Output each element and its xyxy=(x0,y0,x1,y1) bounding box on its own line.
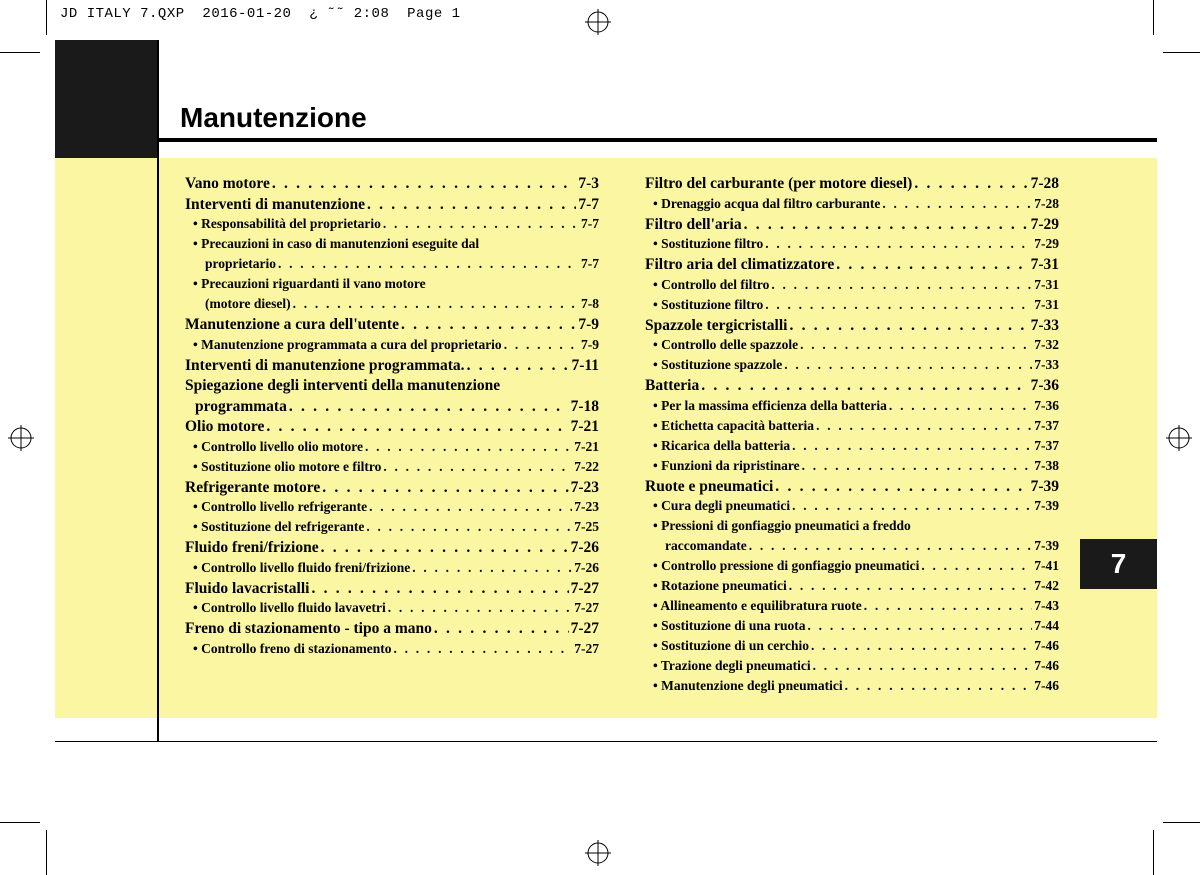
dot-leader xyxy=(775,478,1028,496)
dot-leader xyxy=(921,558,1032,574)
toc-entry-label: • Sostituzione del refrigerante xyxy=(193,519,365,534)
crop-mark xyxy=(0,52,40,53)
toc-entry-label: • Controllo delle spazzole xyxy=(653,337,799,352)
toc-page-number: 7-38 xyxy=(1034,457,1059,473)
toc-entry[interactable] xyxy=(185,580,599,601)
toc-entry[interactable] xyxy=(645,478,1059,499)
toc-subentry[interactable] xyxy=(185,337,599,357)
toc-subentry[interactable] xyxy=(185,216,599,236)
toc-page-number: 7-9 xyxy=(581,336,599,352)
toc-entry-label: Filtro dell'aria xyxy=(645,215,742,233)
toc-entry-label: Fluido lavacristalli xyxy=(185,579,310,597)
dot-leader xyxy=(792,438,1032,454)
toc-page-number: 7-18 xyxy=(570,397,599,415)
toc-entry-label: • Rotazione pneumatici xyxy=(653,578,787,593)
dot-leader xyxy=(367,196,576,214)
toc-subentry[interactable] xyxy=(645,578,1059,598)
toc-page-number: 7-36 xyxy=(1030,377,1059,394)
dot-leader xyxy=(744,216,1029,234)
crop-mark xyxy=(1163,822,1200,823)
page-title: Manutenzione xyxy=(180,102,367,133)
toc-entry-label: Refrigerante motore xyxy=(185,478,321,496)
toc-entry-label: • Sostituzione spazzole xyxy=(653,357,783,372)
toc-subentry[interactable] xyxy=(645,418,1059,438)
toc-subentry[interactable] xyxy=(185,499,599,519)
toc-entry[interactable] xyxy=(645,377,1059,398)
toc-entry-label: programmata xyxy=(195,397,287,415)
dot-leader xyxy=(434,620,569,638)
toc-entry-label: • Controllo livello fluido lavavetri xyxy=(193,600,386,615)
registration-mark-icon xyxy=(1166,425,1192,451)
toc-page-number: 7-23 xyxy=(574,499,599,514)
toc-subentry[interactable] xyxy=(645,518,1059,538)
dot-leader xyxy=(789,317,1028,335)
dot-leader xyxy=(789,578,1033,594)
print-slug: JD ITALY 7.QXP 2016-01-20 ¿ ˜˜ 2:08 Page 1 xyxy=(60,6,461,22)
toc-page-number: 7-7 xyxy=(581,256,599,271)
dot-leader xyxy=(792,498,1032,514)
toc-page-number: 7-7 xyxy=(581,216,599,231)
toc-entry-label: • Manutenzione degli pneumatici xyxy=(653,678,843,693)
toc-entry-label: • Controllo freno di stazionamento xyxy=(193,640,392,656)
toc-page-number: 7-21 xyxy=(570,418,599,435)
toc-entry-label: Filtro aria del climatizzatore xyxy=(645,256,835,273)
footer-rule xyxy=(55,741,1157,742)
dot-leader xyxy=(771,277,1032,293)
toc-subentry[interactable] xyxy=(645,236,1059,256)
dot-leader xyxy=(701,377,1028,395)
dot-leader xyxy=(808,618,1033,634)
toc-subentry[interactable] xyxy=(645,398,1059,418)
toc-page-number: 7-31 xyxy=(1030,256,1059,273)
crop-mark xyxy=(0,822,40,823)
toc-entry[interactable] xyxy=(185,398,599,419)
toc-entry[interactable] xyxy=(185,196,599,217)
toc-page-number: 7-11 xyxy=(571,356,599,374)
toc-page-number: 7-43 xyxy=(1034,598,1059,613)
toc-entry[interactable] xyxy=(185,175,599,196)
dot-leader xyxy=(749,538,1033,554)
toc-entry-label: • Controllo pressione di gonfiaggio pneumatici xyxy=(653,558,920,573)
dot-leader xyxy=(504,337,579,353)
dot-leader xyxy=(784,357,1032,373)
toc-page-number: 7-39 xyxy=(1034,538,1059,553)
toc-page-number: 7-31 xyxy=(1034,276,1059,292)
toc-entry[interactable] xyxy=(185,418,599,439)
toc-subentry[interactable] xyxy=(185,459,599,479)
title-rule xyxy=(157,138,1157,142)
dot-leader xyxy=(467,357,570,375)
toc-subentry[interactable] xyxy=(645,678,1059,698)
toc-page-number: 7-26 xyxy=(570,539,599,556)
toc-page-number: 7-27 xyxy=(570,620,599,637)
toc-entry-label: • Manutenzione programmata a cura del proprietario xyxy=(193,336,502,352)
dot-leader xyxy=(365,439,572,455)
header-block xyxy=(55,40,159,158)
toc-entry-label: • Precauzioni riguardanti il vano motore xyxy=(193,276,426,291)
toc-page-number: 7-27 xyxy=(574,640,599,656)
toc-column-right xyxy=(645,175,1059,698)
dot-leader xyxy=(401,316,576,334)
dot-leader xyxy=(811,638,1032,654)
dot-leader xyxy=(272,175,577,193)
margin-line xyxy=(157,40,159,742)
toc-page-number: 7-29 xyxy=(1030,215,1059,233)
toc-entry[interactable] xyxy=(185,620,599,641)
toc-subentry[interactable] xyxy=(645,618,1059,638)
toc-page-number: 7-46 xyxy=(1034,678,1059,693)
toc-subentry[interactable] xyxy=(185,296,599,316)
toc-entry[interactable] xyxy=(185,357,599,378)
toc-entry-label: • Sostituzione di un cerchio xyxy=(653,638,809,653)
dot-leader xyxy=(383,216,579,232)
toc-subentry[interactable] xyxy=(645,638,1059,658)
toc-page-number: 7-46 xyxy=(1034,658,1059,673)
toc-subentry[interactable] xyxy=(645,337,1059,357)
toc-subentry[interactable] xyxy=(645,438,1059,458)
toc-subentry[interactable] xyxy=(645,538,1059,558)
toc-entry-label: • Cura degli pneumatici xyxy=(653,498,791,513)
toc-entry-label: • Controllo del filtro xyxy=(653,276,770,292)
dot-leader xyxy=(765,297,1032,313)
toc-entry-label: • Precauzioni in caso di manutenzioni eseguite dal xyxy=(193,236,480,251)
toc-entry-label: • Ricarica della batteria xyxy=(653,437,791,453)
dot-leader xyxy=(914,175,1028,193)
dot-leader xyxy=(322,479,568,497)
toc-entry-label: • Responsabilità del proprietario xyxy=(193,216,381,231)
toc-page-number: 7-39 xyxy=(1034,498,1059,513)
toc-page-number: 7-31 xyxy=(1034,296,1059,312)
toc-entry-label: • Drenaggio acqua dal filtro carburante xyxy=(653,195,881,211)
toc-entry-label: • Controllo livello olio motore xyxy=(193,438,363,454)
dot-leader xyxy=(311,580,568,598)
toc-subentry[interactable] xyxy=(645,598,1059,618)
crop-mark xyxy=(1163,52,1200,53)
toc-subentry[interactable] xyxy=(645,196,1059,216)
toc-page-number: 7-39 xyxy=(1030,477,1059,495)
dot-leader xyxy=(293,296,579,312)
crop-mark xyxy=(46,830,47,875)
toc-subentry[interactable] xyxy=(185,560,599,580)
toc-page-number: 7-29 xyxy=(1034,236,1059,251)
toc-subentry[interactable] xyxy=(645,658,1059,678)
toc-entry-label: • Sostituzione di una ruota xyxy=(653,618,806,633)
dot-leader xyxy=(882,196,1032,212)
dot-leader xyxy=(366,519,572,535)
toc-entry[interactable] xyxy=(185,377,599,398)
toc-entry-label: • Etichetta capacità batteria xyxy=(653,417,815,433)
toc-entry-label: proprietario xyxy=(205,256,276,271)
toc-entry-label: Ruote e pneumatici xyxy=(645,477,774,495)
toc-entry-label: Interventi di manutenzione xyxy=(185,195,365,213)
toc-entry-label: Vano motore xyxy=(185,175,270,192)
dot-leader xyxy=(800,337,1032,353)
toc-entry[interactable] xyxy=(185,479,599,500)
toc-page-number: 7-37 xyxy=(1034,437,1059,453)
dot-leader xyxy=(813,658,1033,674)
toc-page-number: 7-32 xyxy=(1034,337,1059,352)
registration-mark-icon xyxy=(8,425,34,451)
toc-entry[interactable] xyxy=(645,175,1059,196)
toc-entry[interactable] xyxy=(645,256,1059,277)
toc-entry-label: • Sostituzione filtro xyxy=(653,296,764,312)
toc-subentry[interactable] xyxy=(185,519,599,539)
toc-entry-label: • Per la massima efficienza della batteria xyxy=(653,397,887,413)
toc-subentry[interactable] xyxy=(645,297,1059,317)
toc-page-number: 7-9 xyxy=(578,316,599,333)
toc-entry-label: Spazzole tergicristalli xyxy=(645,316,788,334)
toc-page-number: 7-23 xyxy=(570,478,599,496)
toc-page-number: 7-27 xyxy=(574,600,599,615)
dot-leader xyxy=(388,600,573,616)
toc-entry-label: Spiegazione degli interventi della manutenzione xyxy=(185,377,501,394)
toc-entry-label: • Sostituzione olio motore e filtro xyxy=(193,458,382,474)
toc-entry-label: • Controllo livello fluido freni/frizione xyxy=(193,559,411,575)
toc-page-number: 7-3 xyxy=(578,175,599,192)
toc-subentry[interactable] xyxy=(645,357,1059,377)
dot-leader xyxy=(369,499,572,515)
toc-entry-label: Freno di stazionamento - tipo a mano xyxy=(185,620,432,637)
toc-entry-label: • Sostituzione filtro xyxy=(653,236,764,251)
chapter-tab: 7 xyxy=(1080,539,1157,589)
toc-page-number: 7-27 xyxy=(570,579,599,597)
crop-mark xyxy=(46,0,47,35)
toc-entry[interactable] xyxy=(185,539,599,560)
dot-leader xyxy=(802,458,1033,474)
toc-subentry[interactable] xyxy=(185,439,599,459)
toc-page-number: 7-44 xyxy=(1034,618,1059,633)
registration-mark-icon xyxy=(585,9,611,35)
toc-page-number: 7-22 xyxy=(574,458,599,474)
toc-subentry[interactable] xyxy=(645,558,1059,578)
toc-entry-label: Batteria xyxy=(645,377,700,394)
toc-page-number: 7-28 xyxy=(1030,175,1059,192)
dot-leader xyxy=(393,641,572,657)
crop-mark xyxy=(1153,830,1154,875)
toc-entry-label: Olio motore xyxy=(185,418,265,435)
toc-subentry[interactable] xyxy=(185,236,599,256)
toc-page-number: 7-33 xyxy=(1030,316,1059,334)
toc-entry-label: Filtro del carburante (per motore diesel) xyxy=(645,175,913,192)
toc-entry-label: Fluido freni/frizione xyxy=(185,539,319,556)
registration-mark-icon xyxy=(585,840,611,866)
toc-page-number: 7-37 xyxy=(1034,417,1059,433)
toc-entry-label: • Trazione degli pneumatici xyxy=(653,658,811,673)
toc-subentry[interactable] xyxy=(645,277,1059,297)
toc-subentry[interactable] xyxy=(185,256,599,276)
toc-page-number: 7-28 xyxy=(1034,195,1059,211)
toc-subentry[interactable] xyxy=(185,600,599,620)
toc-page-number: 7-36 xyxy=(1034,397,1059,413)
dot-leader xyxy=(816,418,1032,434)
toc-page-number: 7-26 xyxy=(574,559,599,575)
toc-subentry[interactable] xyxy=(185,276,599,296)
toc-column-left xyxy=(185,175,599,661)
dot-leader xyxy=(321,539,569,557)
toc-entry-label: (motore diesel) xyxy=(205,296,291,311)
toc-page-number: 7-8 xyxy=(581,296,599,311)
toc-entry[interactable] xyxy=(185,316,599,337)
toc-subentry[interactable] xyxy=(645,458,1059,478)
dot-leader xyxy=(266,418,568,436)
toc-entry-label: • Allineamento e equilibratura ruote xyxy=(653,598,862,613)
toc-page-number: 7-25 xyxy=(574,519,599,534)
toc-entry[interactable] xyxy=(645,216,1059,237)
toc-entry-label: raccomandate xyxy=(665,538,747,553)
dot-leader xyxy=(889,398,1032,414)
toc-page-number: 7-42 xyxy=(1034,578,1059,593)
toc-page-number: 7-41 xyxy=(1034,558,1059,573)
toc-subentry[interactable] xyxy=(645,498,1059,518)
dot-leader xyxy=(412,560,572,576)
dot-leader xyxy=(383,459,572,475)
toc-subentry[interactable] xyxy=(185,641,599,661)
crop-mark xyxy=(1153,0,1154,35)
toc-page-number: 7-33 xyxy=(1034,357,1059,372)
toc-entry[interactable] xyxy=(645,317,1059,338)
dot-leader xyxy=(765,236,1032,252)
dot-leader xyxy=(278,256,579,272)
toc-entry-label: Interventi di manutenzione programmata. xyxy=(185,356,465,374)
dot-leader xyxy=(864,598,1033,614)
toc-page-number: 7-46 xyxy=(1034,638,1059,653)
toc-entry-label: • Funzioni da ripristinare xyxy=(653,457,800,473)
toc-entry-label: • Controllo livello refrigerante xyxy=(193,499,368,514)
dot-leader xyxy=(289,398,569,416)
toc-page-number: 7-7 xyxy=(578,195,599,213)
toc-entry-label: Manutenzione a cura dell'utente xyxy=(185,316,399,333)
dot-leader xyxy=(836,256,1028,274)
toc-entry-label: • Pressioni di gonfiaggio pneumatici a freddo xyxy=(653,518,911,533)
toc-page-number: 7-21 xyxy=(574,438,599,454)
dot-leader xyxy=(845,678,1033,694)
